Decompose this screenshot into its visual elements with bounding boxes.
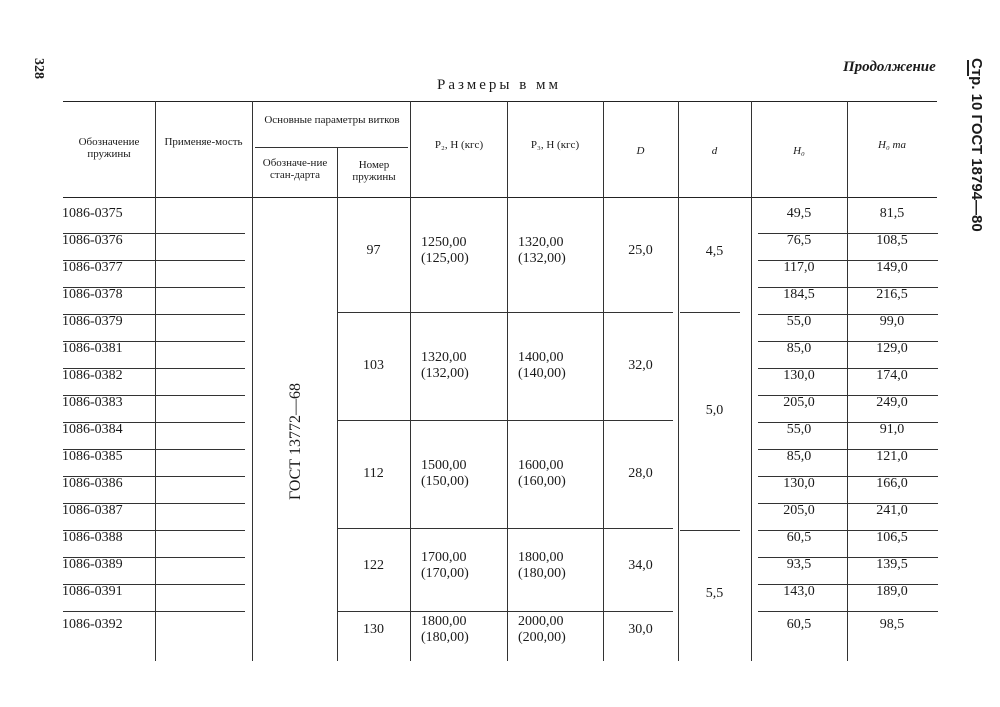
row-h0ma: 241,0: [876, 503, 908, 518]
row-h0ma: 91,0: [879, 422, 905, 437]
group-rule: [337, 420, 673, 421]
header-designation: Обозначение пружины: [78, 136, 140, 160]
group-spring-number: 122: [363, 558, 384, 573]
gost-side-label: Стр. 10 ГОСТ 18794—80: [968, 58, 985, 232]
row-h0ma: 216,5: [876, 287, 908, 302]
row-designation: 1086-0387: [62, 503, 123, 518]
row-h0ma: 189,0: [876, 584, 908, 599]
row-h0: 184,5: [783, 287, 815, 302]
row-rule-left: [63, 260, 245, 261]
row-rule-right: [758, 260, 938, 261]
header-basic-params: Основные параметры витков: [264, 114, 400, 126]
row-designation: 1086-0379: [62, 314, 123, 329]
group-p3: 1400,00: [518, 350, 564, 365]
row-designation: 1086-0383: [62, 395, 123, 410]
group-rule: [337, 611, 673, 612]
row-rule-right: [758, 503, 938, 504]
row-h0ma: 174,0: [876, 368, 908, 383]
group-rule: [337, 528, 673, 529]
row-h0: 143,0: [783, 584, 815, 599]
row-h0ma: 108,5: [876, 233, 908, 248]
group-p3-kgf: (180,00): [518, 566, 566, 581]
row-h0ma: 166,0: [876, 476, 908, 491]
group-p2-kgf: (170,00): [421, 566, 469, 581]
header-H0ma: H₀ ma: [878, 139, 906, 151]
row-rule-right: [758, 368, 938, 369]
row-rule-left: [63, 233, 245, 234]
group-spring-number: 103: [363, 358, 384, 373]
group-p3: 1320,00: [518, 235, 564, 250]
row-designation: 1086-0386: [62, 476, 123, 491]
row-designation: 1086-0384: [62, 422, 123, 437]
row-rule-right: [758, 584, 938, 585]
row-rule-right: [758, 341, 938, 342]
units-caption: Размеры в мм: [437, 77, 562, 93]
row-designation: 1086-0389: [62, 557, 123, 572]
wire-d-3: 5,5: [705, 586, 724, 601]
header-standard-designation: Обозначе-ние стан-дарта: [262, 157, 328, 181]
row-designation: 1086-0381: [62, 341, 123, 356]
group-p3: 1800,00: [518, 550, 564, 565]
row-h0ma: 81,5: [879, 206, 905, 221]
row-rule-right: [758, 233, 938, 234]
row-rule-left: [63, 368, 245, 369]
row-h0: 60,5: [786, 617, 812, 632]
row-rule-left: [63, 395, 245, 396]
wire-d-2: 5,0: [705, 403, 724, 418]
group-spring-number: 130: [363, 622, 384, 637]
wire-d-rule: [680, 530, 740, 531]
header-p3: P₃, Н (кгс): [530, 139, 580, 151]
row-rule-right: [758, 449, 938, 450]
continuation-label: Продолжение: [843, 59, 936, 75]
group-D: 28,0: [628, 466, 653, 481]
group-spring-number: 97: [366, 243, 381, 258]
row-h0ma: 99,0: [879, 314, 905, 329]
group-p2-kgf: (125,00): [421, 251, 469, 266]
row-designation: 1086-0382: [62, 368, 123, 383]
row-designation: 1086-0377: [62, 260, 123, 275]
row-h0: 85,0: [786, 449, 812, 464]
header-d: d: [711, 145, 718, 157]
group-p2: 1700,00: [421, 550, 467, 565]
row-rule-right: [758, 557, 938, 558]
header-spring-number: Номер пружины: [352, 159, 396, 183]
standard-designation: ГОСТ 13772—68: [287, 382, 304, 500]
row-h0ma: 106,5: [876, 530, 908, 545]
group-p2: 1500,00: [421, 458, 467, 473]
row-designation: 1086-0376: [62, 233, 123, 248]
row-rule-left: [63, 530, 245, 531]
row-h0: 205,0: [783, 395, 815, 410]
side-rule: [967, 60, 969, 76]
row-h0ma: 129,0: [876, 341, 908, 356]
row-rule-right: [758, 395, 938, 396]
row-designation: 1086-0391: [62, 584, 123, 599]
group-p3-kgf: (140,00): [518, 366, 566, 381]
group-D: 32,0: [628, 358, 653, 373]
row-h0ma: 98,5: [879, 617, 905, 632]
group-D: 25,0: [628, 243, 653, 258]
header-H0: H₀: [793, 145, 805, 157]
row-h0: 60,5: [786, 530, 812, 545]
row-rule-left: [63, 584, 245, 585]
group-p3-kgf: (200,00): [518, 630, 566, 645]
row-rule-right: [758, 530, 938, 531]
group-rule: [337, 312, 673, 313]
group-p2: 1320,00: [421, 350, 467, 365]
row-h0: 130,0: [783, 368, 815, 383]
row-rule-right: [758, 476, 938, 477]
row-h0: 55,0: [786, 422, 812, 437]
row-h0ma: 149,0: [876, 260, 908, 275]
row-h0: 55,0: [786, 314, 812, 329]
row-h0: 85,0: [786, 341, 812, 356]
row-rule-right: [758, 422, 938, 423]
row-h0: 130,0: [783, 476, 815, 491]
row-rule-left: [63, 503, 245, 504]
row-h0: 205,0: [783, 503, 815, 518]
row-rule-left: [63, 557, 245, 558]
group-spring-number: 112: [363, 466, 384, 481]
row-designation: 1086-0375: [62, 206, 123, 221]
row-designation: 1086-0388: [62, 530, 123, 545]
group-p2-kgf: (180,00): [421, 630, 469, 645]
wire-d-1: 4,5: [705, 244, 724, 259]
row-h0ma: 249,0: [876, 395, 908, 410]
page-number: 328: [31, 58, 46, 79]
row-rule-right: [758, 314, 938, 315]
row-designation: 1086-0385: [62, 449, 123, 464]
header-D: D: [636, 145, 645, 157]
row-rule-right: [758, 611, 938, 612]
group-p3: 2000,00: [518, 614, 564, 629]
row-rule-left: [63, 314, 245, 315]
row-h0ma: 139,5: [876, 557, 908, 572]
row-designation: 1086-0378: [62, 287, 123, 302]
group-p2: 1800,00: [421, 614, 467, 629]
row-rule-left: [63, 449, 245, 450]
group-p2: 1250,00: [421, 235, 467, 250]
header-applicability: Применяе-мость: [164, 136, 243, 148]
group-D: 30,0: [628, 622, 653, 637]
group-D: 34,0: [628, 558, 653, 573]
group-p3: 1600,00: [518, 458, 564, 473]
group-p3-kgf: (132,00): [518, 251, 566, 266]
row-h0: 117,0: [783, 260, 815, 275]
row-rule-left: [63, 287, 245, 288]
row-rule-right: [758, 287, 938, 288]
row-h0: 93,5: [786, 557, 812, 572]
row-rule-left: [63, 341, 245, 342]
row-h0: 76,5: [786, 233, 812, 248]
row-rule-left: [63, 611, 245, 612]
row-rule-left: [63, 422, 245, 423]
row-h0: 49,5: [786, 206, 812, 221]
row-rule-left: [63, 476, 245, 477]
group-p2-kgf: (132,00): [421, 366, 469, 381]
header-p2: P₂, Н (кгс): [434, 139, 484, 151]
group-p3-kgf: (160,00): [518, 474, 566, 489]
group-p2-kgf: (150,00): [421, 474, 469, 489]
wire-d-rule: [680, 312, 740, 313]
row-designation: 1086-0392: [62, 617, 123, 632]
row-h0ma: 121,0: [876, 449, 908, 464]
